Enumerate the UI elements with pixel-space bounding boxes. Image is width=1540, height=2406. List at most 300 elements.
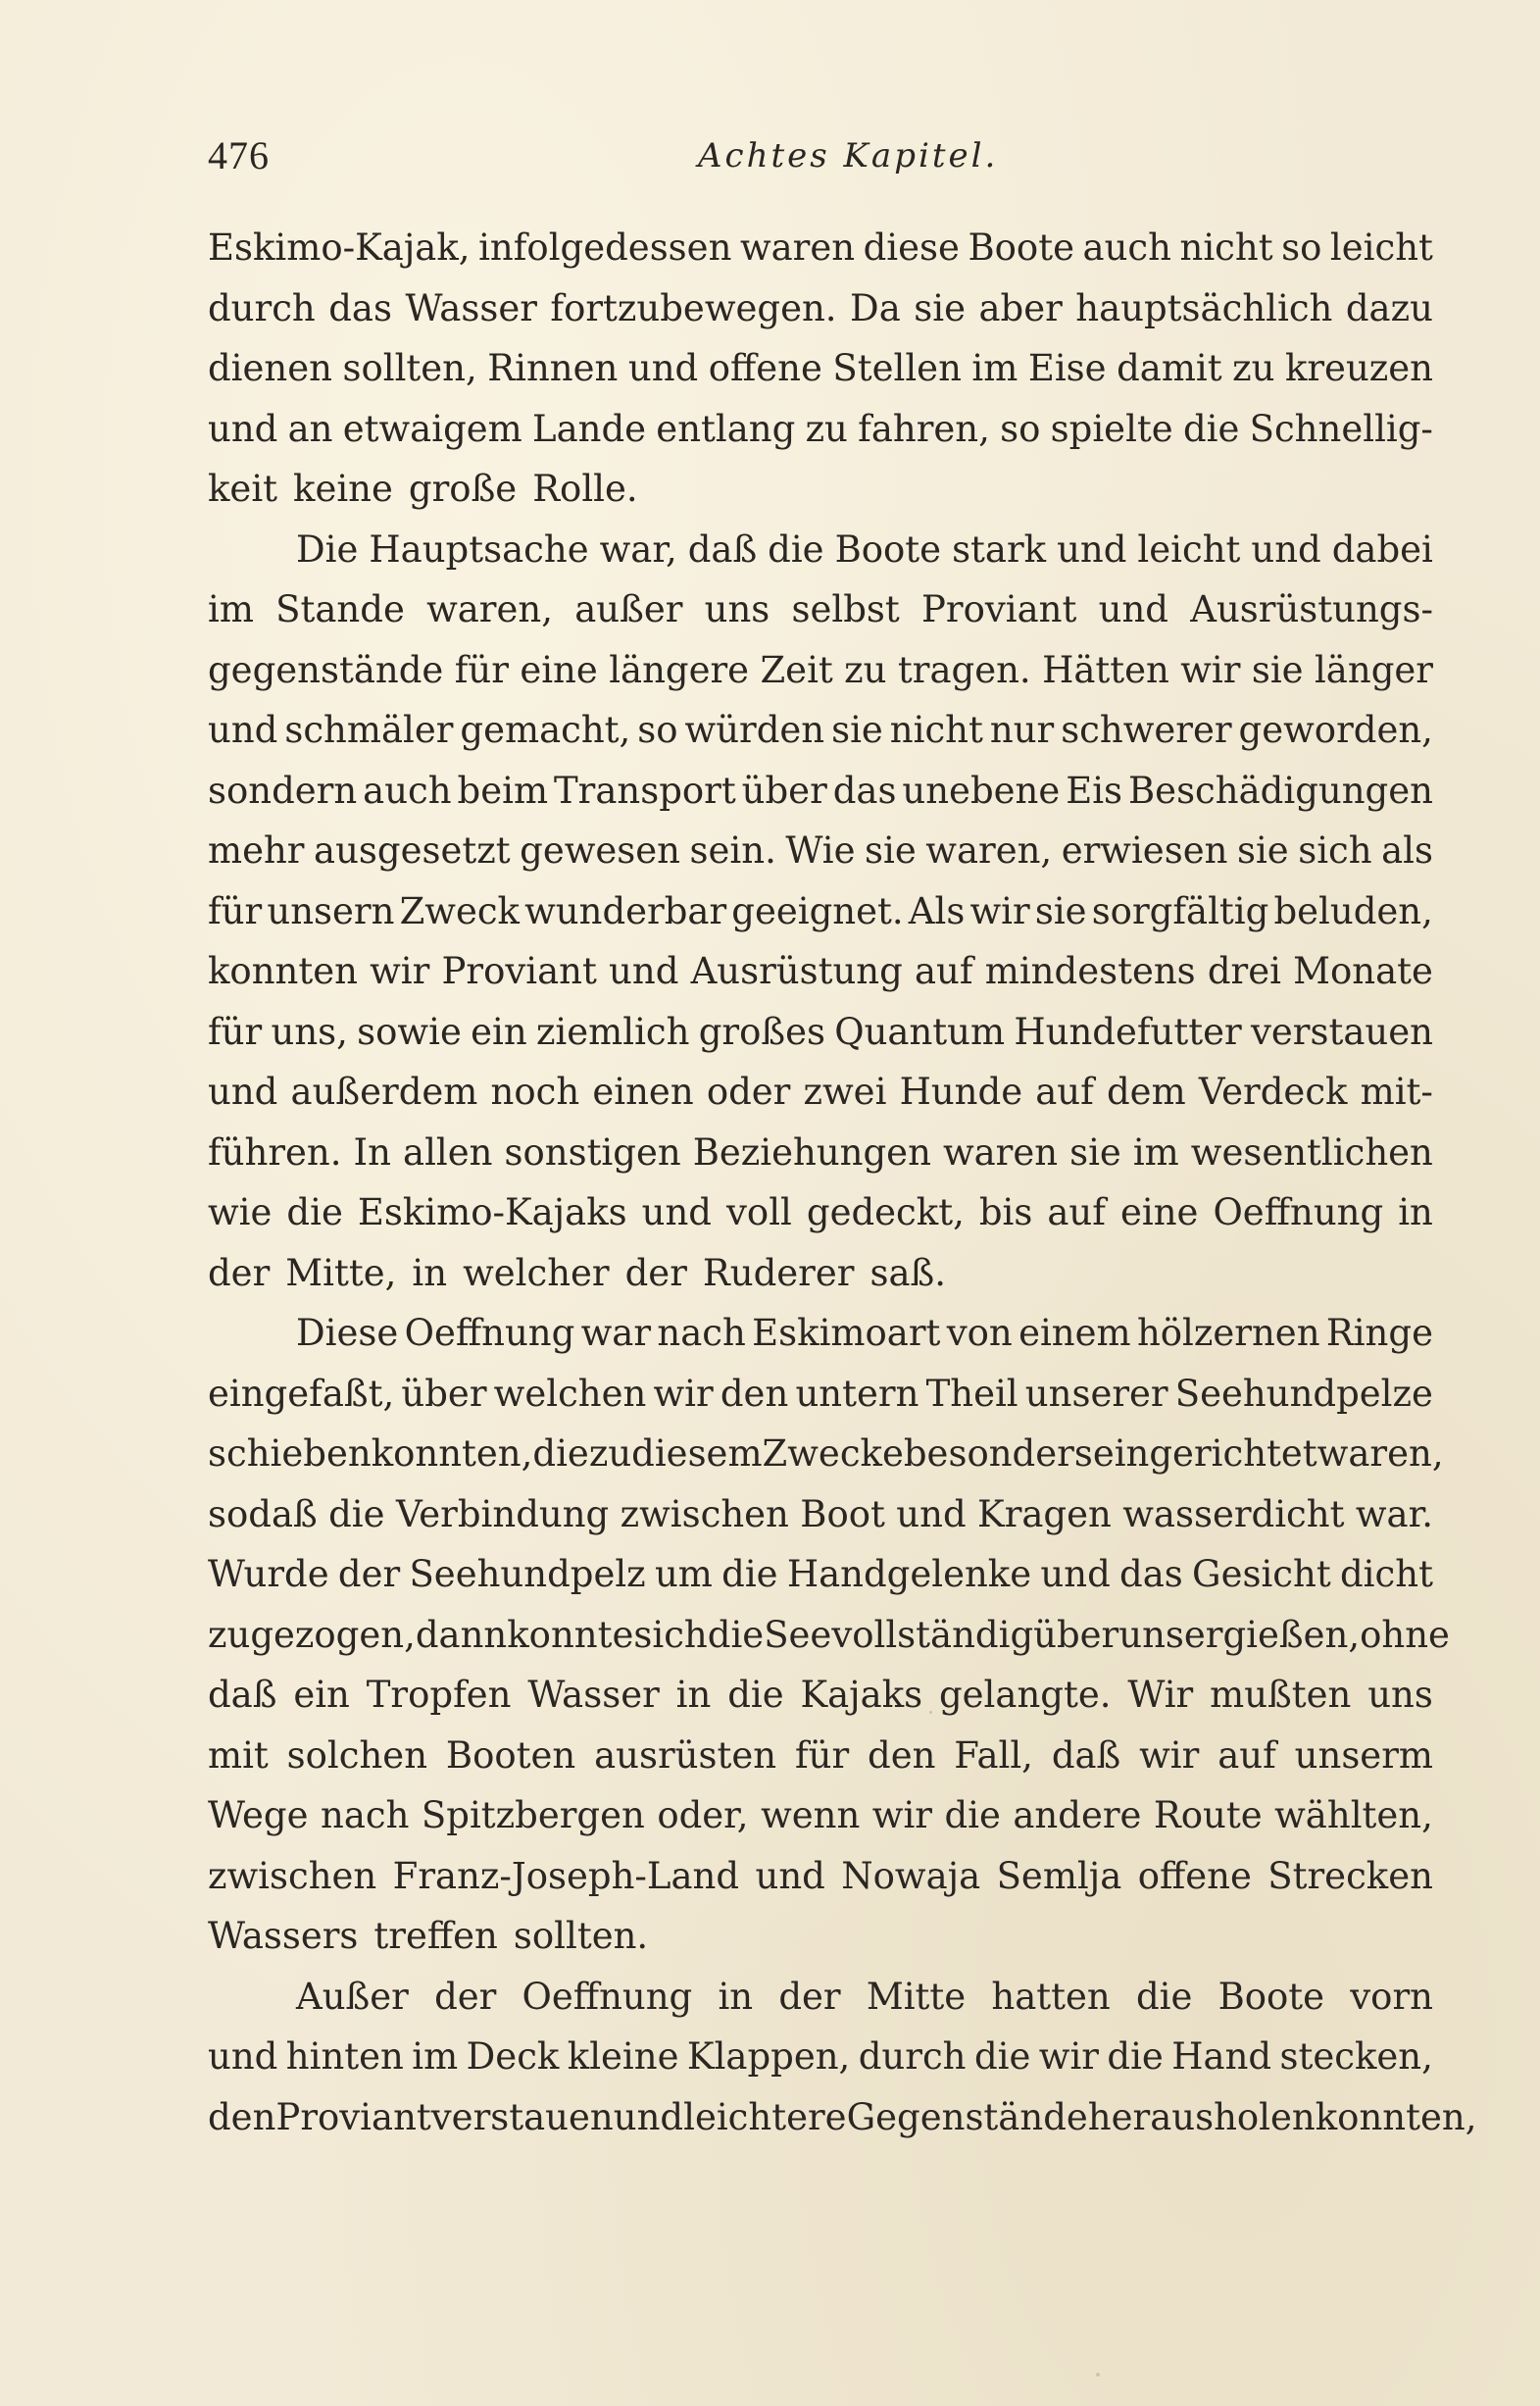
word: Stellen xyxy=(832,347,962,389)
word: offene xyxy=(708,347,822,389)
text-line xyxy=(208,761,1433,822)
word: einen xyxy=(592,1071,694,1113)
word: Lande xyxy=(532,407,647,450)
word: wir xyxy=(1139,1733,1200,1777)
text-line xyxy=(208,399,1433,460)
word: mit xyxy=(208,1733,269,1777)
word: von xyxy=(946,1312,1013,1354)
text-line xyxy=(208,459,1433,520)
word: ohne xyxy=(1360,1613,1450,1656)
word: im xyxy=(1132,1130,1179,1174)
word: war xyxy=(580,1312,652,1354)
word: mit- xyxy=(1360,1071,1433,1113)
word: außerdem xyxy=(290,1071,478,1113)
word: konnten, xyxy=(371,1432,533,1475)
word: und xyxy=(208,407,278,450)
word: Eskimoart xyxy=(752,1312,941,1354)
word: und xyxy=(1251,527,1321,571)
word: vollständig xyxy=(831,1613,1034,1656)
word: keit xyxy=(208,468,278,510)
word: war. xyxy=(1355,1492,1433,1535)
word: wählten, xyxy=(1274,1794,1433,1836)
word: Booten xyxy=(445,1733,576,1777)
word: nach xyxy=(657,1312,746,1354)
word: für xyxy=(208,1010,263,1053)
word: Mitte xyxy=(866,1975,967,2018)
word: Rolle. xyxy=(532,468,638,510)
word: nicht xyxy=(889,709,983,751)
word: über xyxy=(741,769,827,812)
word: dazu xyxy=(1345,286,1433,329)
word: drei xyxy=(1207,950,1281,992)
text-line xyxy=(208,1544,1433,1605)
word: damit xyxy=(1117,347,1222,389)
word: Transport xyxy=(553,769,736,812)
word: und xyxy=(641,1191,712,1233)
word: treffen xyxy=(373,1915,498,1957)
word: herausholen xyxy=(1087,2095,1316,2138)
word: für xyxy=(208,889,263,932)
word: Tropfen xyxy=(366,1674,512,1716)
word: wir xyxy=(370,950,430,992)
text-line xyxy=(208,1665,1433,1726)
word: sie xyxy=(865,829,917,872)
word: diesem xyxy=(631,1432,763,1475)
word: wir xyxy=(1180,648,1241,691)
word: Franz-Joseph-Land xyxy=(392,1854,740,1897)
word: waren, xyxy=(925,829,1053,872)
word: dienen xyxy=(208,347,332,389)
text-line xyxy=(208,1605,1450,1666)
word: aber xyxy=(978,286,1063,329)
word: sodaß xyxy=(208,1492,318,1535)
word: so xyxy=(1000,407,1041,450)
word: mehr xyxy=(208,829,305,872)
word: und xyxy=(896,1492,967,1535)
word: sondern xyxy=(208,769,358,812)
word: Proviant xyxy=(921,588,1077,630)
word: kleine xyxy=(567,2035,679,2078)
word: Proviant xyxy=(275,2095,431,2138)
word: einem xyxy=(1018,1312,1131,1354)
word: konnten, xyxy=(1315,2095,1477,2138)
word: in xyxy=(718,1975,754,2018)
word: voll xyxy=(726,1191,792,1233)
word: auf xyxy=(1035,1071,1094,1113)
word: und xyxy=(613,2095,684,2138)
word: die xyxy=(532,1432,589,1475)
word: daß xyxy=(208,1674,277,1716)
text-line xyxy=(208,1726,1433,1786)
word: hatten xyxy=(991,1975,1111,2018)
text-line xyxy=(208,1123,1433,1183)
word: die xyxy=(727,1674,784,1716)
word: unsern xyxy=(267,889,395,932)
text-line xyxy=(208,821,1433,881)
word: welchen xyxy=(493,1372,647,1415)
text-line xyxy=(208,2027,1433,2087)
word: Theil xyxy=(925,1372,1018,1415)
text-line xyxy=(208,520,1433,580)
word: Boot xyxy=(800,1492,885,1535)
word: uns, xyxy=(271,1010,348,1053)
text-line xyxy=(208,1967,1433,2028)
word: leichtere xyxy=(683,2095,847,2138)
word: Ausrüstungs- xyxy=(1190,588,1433,630)
word: sowie xyxy=(357,1010,462,1053)
word: ausgesetzt xyxy=(314,829,511,872)
word: Eise xyxy=(1027,347,1107,389)
word: in xyxy=(1398,1191,1433,1233)
word: das xyxy=(832,769,897,812)
word: sie xyxy=(1251,648,1304,691)
word: sonstigen xyxy=(504,1130,681,1174)
word: Proviant xyxy=(441,950,597,992)
word: Gegenstände xyxy=(846,2095,1088,2138)
text-line xyxy=(208,881,1433,942)
word: Nowaja xyxy=(841,1854,981,1897)
word: zwischen xyxy=(620,1492,789,1535)
word: In xyxy=(353,1130,391,1174)
word: beim xyxy=(457,769,549,812)
word: an xyxy=(287,407,333,450)
word: sie xyxy=(914,286,966,329)
word: uns xyxy=(1367,1674,1433,1716)
word: Eskimo-Kajaks xyxy=(357,1191,627,1233)
word: stecken, xyxy=(1279,2035,1433,2078)
word: Schnellig- xyxy=(1249,407,1433,450)
word: ergießen, xyxy=(1183,1613,1361,1656)
word: daß xyxy=(1051,1733,1121,1777)
word: unserm xyxy=(1294,1733,1433,1777)
word: tragen. xyxy=(897,648,1031,691)
word: und xyxy=(1040,1553,1111,1595)
word: sie xyxy=(831,709,883,751)
word: um xyxy=(654,1553,713,1595)
word: sie xyxy=(1236,829,1289,872)
word: wir xyxy=(1038,2035,1099,2078)
word: gemacht, xyxy=(460,709,631,751)
word: sein. xyxy=(689,829,776,872)
word: gedeckt, xyxy=(806,1191,965,1233)
word: die xyxy=(286,1191,343,1233)
text-line xyxy=(208,579,1433,640)
word: Wassers xyxy=(208,1915,359,1957)
word: Semlja xyxy=(996,1854,1122,1897)
word: außer xyxy=(574,588,683,630)
word: die xyxy=(973,2035,1031,2078)
word: Seehundpelze xyxy=(1174,1372,1433,1415)
word: Handgelenke xyxy=(786,1553,1032,1595)
text-line xyxy=(208,1484,1433,1545)
word: schmäler xyxy=(284,709,454,751)
word: wie xyxy=(208,1191,273,1233)
text-line xyxy=(208,640,1433,701)
word: stark xyxy=(952,527,1047,571)
word: Ruderer xyxy=(702,1251,855,1294)
word: Oeffnung xyxy=(1213,1191,1384,1233)
word: etwaigem xyxy=(342,407,522,450)
word: auf xyxy=(915,950,973,992)
word: Beziehungen xyxy=(692,1130,931,1174)
word: Quantum xyxy=(834,1010,1006,1053)
word: sie xyxy=(1069,1130,1121,1174)
word: zwischen xyxy=(208,1854,377,1897)
text-line xyxy=(208,941,1433,1002)
word: solchen xyxy=(286,1733,428,1777)
word: durch xyxy=(208,286,316,329)
word: Klappen, xyxy=(686,2035,851,2078)
word: das xyxy=(328,286,392,329)
word: die xyxy=(328,1492,385,1535)
word: Kragen xyxy=(977,1492,1112,1535)
word: in xyxy=(412,1251,448,1294)
word: wir xyxy=(653,1372,714,1415)
word: auch xyxy=(1082,226,1171,269)
word: Hand xyxy=(1171,2035,1272,2078)
word: Hundefutter xyxy=(1014,1010,1242,1053)
word: untern xyxy=(795,1372,919,1415)
text-line xyxy=(208,1243,1433,1304)
word: eine xyxy=(520,648,598,691)
word: waren xyxy=(942,1130,1059,1174)
text-line xyxy=(208,1906,1433,1967)
word: schwerer xyxy=(1061,709,1232,751)
word: Fall, xyxy=(954,1733,1033,1777)
word: Ringe xyxy=(1325,1312,1433,1354)
word: mußten xyxy=(1210,1674,1352,1716)
word: Eis xyxy=(1066,769,1123,812)
text-line xyxy=(208,1846,1433,1907)
word: geworden, xyxy=(1238,709,1433,751)
word: daß xyxy=(687,527,758,571)
word: so xyxy=(637,709,678,751)
word: der xyxy=(434,1975,497,2018)
word: Boote xyxy=(834,527,942,571)
word: die xyxy=(1107,2035,1164,2078)
word: Die xyxy=(296,527,359,571)
word: für xyxy=(794,1733,850,1777)
word: spielte xyxy=(1050,407,1173,450)
word: eingerichtet xyxy=(1092,1432,1317,1475)
word: Boote xyxy=(968,226,1074,269)
word: ein xyxy=(471,1010,527,1053)
running-title: Achtes Kapitel. xyxy=(698,136,999,175)
word: uns xyxy=(1118,1613,1184,1656)
word: Wasser xyxy=(405,286,537,329)
word: Wege xyxy=(208,1794,309,1836)
word: gegenstände xyxy=(208,648,444,691)
word: Wurde xyxy=(208,1553,329,1595)
word: hinten xyxy=(285,2035,404,2078)
word: auf xyxy=(1217,1733,1276,1777)
word: der xyxy=(208,1251,271,1294)
word: würden xyxy=(684,709,825,751)
word: Hauptsache xyxy=(369,527,589,571)
word: Ausrüstung xyxy=(690,950,903,992)
word: über xyxy=(1033,1613,1119,1656)
word: kreuzen xyxy=(1284,347,1433,389)
word: wunderbar xyxy=(524,889,727,932)
word: und xyxy=(1098,588,1168,630)
word: auf xyxy=(1047,1191,1106,1233)
word: verstauen xyxy=(430,2095,614,2138)
word: zu xyxy=(805,407,848,450)
text-line xyxy=(208,278,1433,339)
word: längere xyxy=(609,648,750,691)
word: und xyxy=(609,950,679,992)
word: die xyxy=(1135,1975,1193,2018)
word: Rinnen xyxy=(487,347,619,389)
word: und xyxy=(755,1854,825,1897)
word: Außer xyxy=(296,1975,409,2018)
word: konnte xyxy=(507,1613,634,1656)
word: die xyxy=(707,1613,765,1656)
word: ausrüsten xyxy=(594,1733,777,1777)
word: Verdeck xyxy=(1198,1071,1348,1113)
word: Wir xyxy=(1127,1674,1194,1716)
word: über xyxy=(401,1372,487,1415)
text-line xyxy=(208,338,1433,399)
word: konnten xyxy=(208,950,358,992)
page-number: 476 xyxy=(208,133,270,177)
word: zu xyxy=(1232,347,1275,389)
text-line xyxy=(208,2087,1477,2148)
word: Stande xyxy=(275,588,405,630)
word: sie xyxy=(1034,889,1087,932)
text-line xyxy=(208,1062,1433,1123)
word: Zwecke xyxy=(762,1432,904,1475)
word: so xyxy=(1281,226,1322,269)
word: nicht xyxy=(1179,226,1273,269)
body-text xyxy=(208,218,1477,2147)
word: erwiesen xyxy=(1061,829,1228,872)
word: unebene xyxy=(902,769,1061,812)
word: fortzubewegen. xyxy=(550,286,837,329)
word: Route xyxy=(1153,1794,1263,1836)
word: der xyxy=(624,1251,687,1294)
word: Verbindung xyxy=(395,1492,610,1535)
word: die xyxy=(768,527,824,571)
word: Strecken xyxy=(1267,1854,1433,1897)
word: saß. xyxy=(869,1251,946,1294)
word: Kajaks xyxy=(800,1674,923,1716)
word: selbst xyxy=(791,588,900,630)
word: Deck xyxy=(466,2035,560,2078)
word: zwei xyxy=(803,1071,887,1113)
word: Zeit xyxy=(760,648,833,691)
word: gewesen xyxy=(520,829,681,872)
word: und xyxy=(1057,527,1127,571)
word: der xyxy=(337,1553,401,1595)
word: schieben xyxy=(208,1432,372,1475)
word: und xyxy=(627,347,699,389)
word: Spitzbergen xyxy=(421,1794,645,1836)
word: als xyxy=(1381,829,1433,872)
word: dann xyxy=(415,1613,508,1656)
word: sollten, xyxy=(342,347,477,389)
word: war, xyxy=(599,527,677,571)
text-line xyxy=(208,1785,1433,1846)
word: offene xyxy=(1137,1854,1252,1897)
word: eine xyxy=(1119,1191,1199,1233)
word: im xyxy=(208,588,254,630)
word: keine xyxy=(293,468,393,510)
word: beluden, xyxy=(1273,889,1433,932)
word: Mitte, xyxy=(285,1251,397,1294)
word: leicht xyxy=(1137,527,1241,571)
word: große xyxy=(408,468,518,510)
word: besonders xyxy=(903,1432,1093,1475)
word: sich xyxy=(633,1613,708,1656)
word: waren, xyxy=(426,588,553,630)
word: in xyxy=(675,1674,712,1716)
word: wenn xyxy=(761,1794,861,1836)
word: dem xyxy=(1107,1071,1186,1113)
word: und xyxy=(208,1071,278,1113)
word: die xyxy=(1182,407,1240,450)
word: die xyxy=(721,1553,778,1595)
word: entlang xyxy=(656,407,796,450)
word: Boote xyxy=(1217,1975,1325,2018)
word: großes xyxy=(698,1010,825,1053)
word: den xyxy=(868,1733,936,1777)
word: welcher xyxy=(463,1251,610,1294)
word: länger xyxy=(1314,648,1433,691)
word: im xyxy=(971,347,1018,389)
word: dabei xyxy=(1331,527,1433,571)
word: eingefaßt, xyxy=(208,1372,395,1415)
word: unserer xyxy=(1024,1372,1168,1415)
word: dicht xyxy=(1340,1553,1433,1595)
word: allen xyxy=(403,1130,493,1174)
word: leicht xyxy=(1329,226,1433,269)
word: der xyxy=(778,1975,841,2018)
text-line xyxy=(208,1424,1444,1484)
word: Diese xyxy=(296,1312,399,1354)
word: geeignet. xyxy=(731,889,904,932)
word: Oeffnung xyxy=(522,1975,693,2018)
word: nach xyxy=(320,1794,410,1836)
word: bis xyxy=(978,1191,1033,1233)
word: See xyxy=(764,1613,832,1656)
text-line xyxy=(208,700,1433,761)
word: den xyxy=(208,2095,276,2138)
word: die xyxy=(944,1794,1001,1836)
word: führen. xyxy=(208,1130,342,1174)
word: verstauen xyxy=(1250,1010,1433,1053)
word: hölzernen xyxy=(1136,1312,1320,1354)
word: mindestens xyxy=(984,950,1196,992)
word: Gesicht xyxy=(1192,1553,1331,1595)
paper-speck xyxy=(1096,2373,1100,2377)
word: sollten. xyxy=(513,1915,649,1957)
word: zugezogen, xyxy=(208,1613,416,1656)
word: Beschädigungen xyxy=(1127,769,1433,812)
word: diese xyxy=(863,226,960,269)
word: Seehundpelz xyxy=(409,1553,646,1595)
word: zu xyxy=(844,648,887,691)
word: Zweck xyxy=(399,889,520,932)
word: im xyxy=(412,2035,459,2078)
word: Oeffnung xyxy=(404,1312,575,1354)
word: ziemlich xyxy=(535,1010,690,1053)
word: andere xyxy=(1013,1794,1142,1836)
word: durch xyxy=(858,2035,967,2078)
word: waren xyxy=(739,226,856,269)
word: Wasser xyxy=(527,1674,660,1716)
word: auch xyxy=(363,769,452,812)
